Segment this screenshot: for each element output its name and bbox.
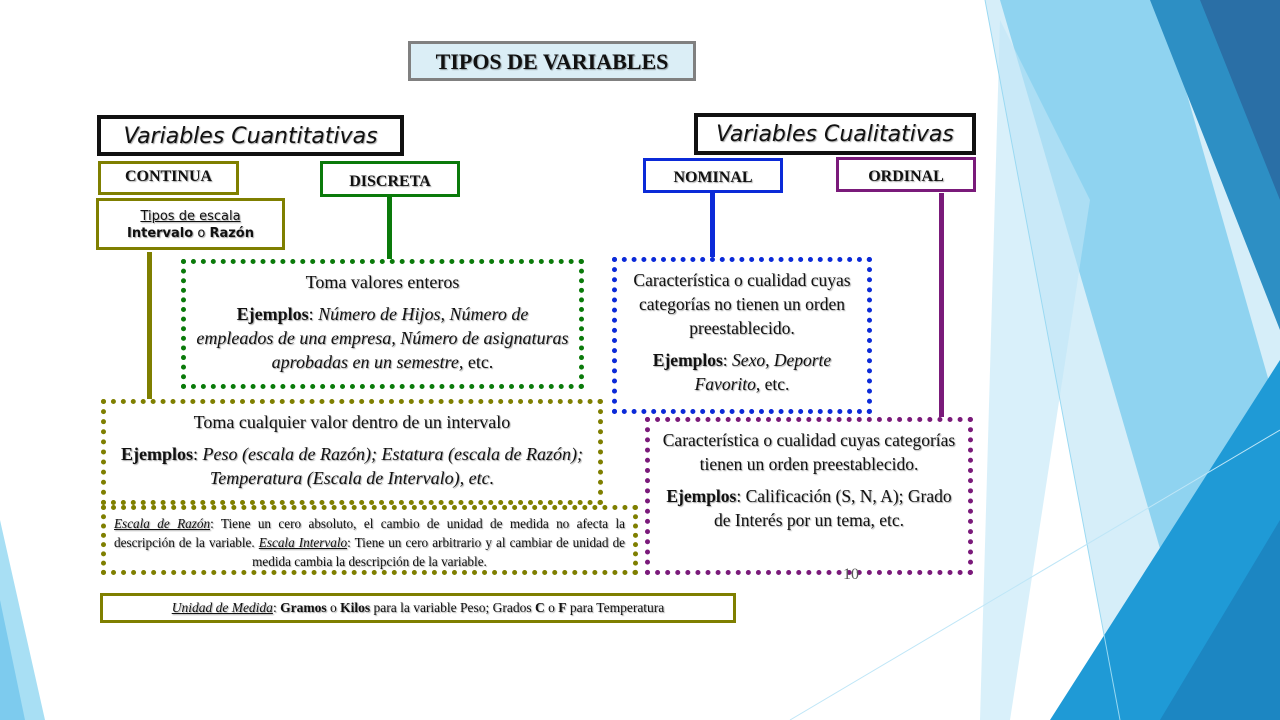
scale-note [101,505,638,575]
discreta-description-text: Toma valores enteros [305,272,460,292]
unit-mid: para la variable Peso; Grados [373,600,532,615]
unit-sep: : [272,600,277,615]
scale-types-title: Tipos de escala [140,209,241,224]
nominal-box: NOMINAL [643,158,783,193]
unit-label: Unidad de Medida [171,600,273,615]
qualitative-variables-box: Variables Cualitativas [694,113,976,155]
continua-description [101,399,603,505]
ordinal-box: ORDINAL [836,157,976,192]
discreta-examples-suffix: etc. [467,352,494,372]
ordinal-description [645,417,973,575]
scale-types-box [96,198,285,250]
slide-number: 10 [843,566,859,583]
discreta-description [181,259,584,389]
ordinal-connector [939,193,944,419]
ordinal-description-text: Característica o cualidad cuyas categorías tienen un orden preestablecido. [662,430,956,474]
continua-examples-label: Ejemplos [121,444,194,464]
continua-examples: Ejemplos: Peso (escala de Razón); Estatura (escala de Razón); Temperatura (Escala de Intervalo), etc. [121,444,583,488]
continua-box: CONTINUA [98,161,239,195]
discreta-examples: Ejemplos: Número de Hijos, Número de empleados de una empresa, Número de asignaturas aprobadas en un semestre, etc. [196,304,569,372]
interval-scale-label: Escala Intervalo [258,535,348,550]
ratio-scale-label: Escala de Razón [114,516,211,531]
unit-of-measure-note [100,593,736,623]
continua-connector [147,252,152,400]
diagram-title: TIPOS DE VARIABLES [408,41,696,81]
ratio-scale-text: : Tiene un cero absoluto, el cambio de unidad de medida no afecta la descripción de la variable. [114,516,626,550]
unit-grams: Gramos [280,600,327,615]
ordinal-examples-text: Calificación (S, N, A); Grado de Interés por un tema, etc. [714,486,952,530]
scale-or: o [197,226,206,241]
nominal-description [612,257,872,414]
nominal-description-text: Característica o cualidad cuyas categorías no tienen un orden preestablecido. [633,270,851,338]
interval-scale-text: : Tiene un cero arbitrario y al cambiar de unidad de medida cambia la descripción de la variable. [252,535,626,569]
discreta-box: DISCRETA [320,161,460,197]
ordinal-examples-label: Ejemplos [666,486,737,506]
scale-types-values [99,225,282,242]
unit-c: C [535,600,545,615]
discreta-examples-text: Número de Hijos, Número de empleados de una empresa, Número de asignaturas aprobadas en un semestre, [196,304,569,372]
unit-o1: o [329,600,337,615]
quantitative-variables-box: Variables Cuantitativas [97,115,404,156]
ordinal-examples: Ejemplos: Calificación (S, N, A); Grado de Interés por un tema, etc. [666,486,952,530]
continua-examples-text: Peso (escala de Razón); Estatura (escala de Razón); Temperatura (Escala de Intervalo), etc. [202,444,583,488]
scale-ratio: Razón [209,226,254,241]
nominal-connector [710,193,715,259]
unit-o2: o [548,600,555,615]
unit-f: F [558,600,567,615]
nominal-examples: Ejemplos: Sexo, Deporte Favorito, etc. [652,350,832,394]
nominal-examples-label: Ejemplos [652,350,723,370]
discreta-connector [387,197,392,261]
continua-description-text: Toma cualquier valor dentro de un intervalo [193,412,511,432]
nominal-examples-suffix: , etc. [755,374,790,394]
discreta-examples-label: Ejemplos [236,304,309,324]
unit-end: para Temperatura [569,600,665,615]
unit-kilos: Kilos [340,600,371,615]
nominal-examples-text: Sexo, Deporte Favorito [694,350,832,394]
scale-interval: Intervalo [127,226,194,241]
